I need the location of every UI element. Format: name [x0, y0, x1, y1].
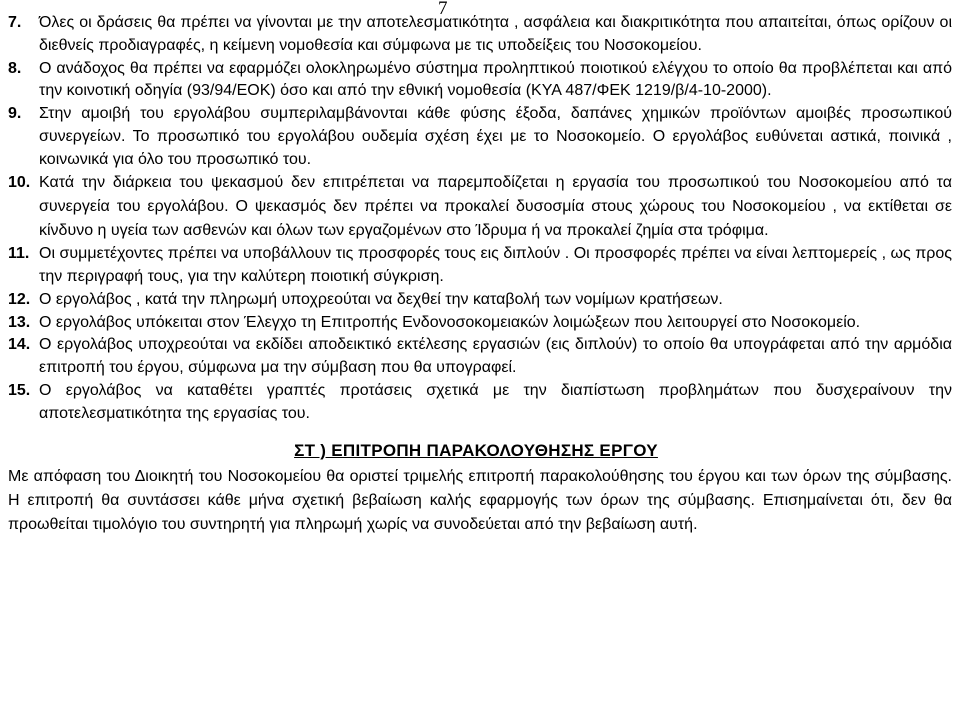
item-number: 13.	[8, 313, 31, 331]
item-number: 9.	[8, 105, 22, 122]
page-number: 7	[438, 0, 448, 19]
item-number: 12.	[8, 290, 31, 308]
item-text: Ο ανάδοχος θα πρέπει να εφαρμόζει ολοκληρωμένο σύστημα προληπτικού ποιοτικού ελέγχου το οποίο θα προβλέπεται και από την κοινοτική οδηγία (93/94/ΕΟΚ) όσο και από την εθνική νομοθεσία (ΚΥΑ 487/ΦΕΚ 1219/β/4-10-2000).	[39, 59, 952, 100]
closing-paragraph: Με απόφαση του Διοικητή του Νοσοκομείου θα οριστεί τριμελής επιτροπή παρακολούθησης του έργου και των όρων της σύμβασης. Η επιτροπή θα συντάσσει κάθε μήνα σχετική βεβαίωση καλής εφαρμογής των όρων της σύμβασης. Επισημαίνεται ότι, δεν θα προωθείται τιμολόγιο του συντηρητή για πληρωμή χωρίς να συνοδεύεται από την βεβαίωση αυτή.	[8, 468, 952, 534]
item-number: 8.	[8, 59, 22, 77]
list-item	[8, 12, 952, 58]
list-item	[8, 289, 952, 312]
list-item	[8, 243, 952, 289]
list-item	[8, 312, 952, 335]
list-item	[8, 380, 952, 426]
list-item	[8, 58, 952, 104]
item-text: Οι συμμετέχοντες πρέπει να υποβάλλουν τις προσφορές τους εις διπλούν . Οι προσφορές πρέπει να είναι λεπτομερείς , ως προς την περιγραφή τους, για την καλύτερη ποιοτική σύγκριση.	[39, 245, 952, 285]
item-text: Ο εργολάβος να καταθέτει γραπτές προτάσεις σχετικά με την διαπίστωση προβλημάτων που δυσχεραίνουν την αποτελεσματικότητα της εργασίας του.	[39, 381, 952, 422]
list-item	[8, 171, 952, 243]
list-item	[8, 334, 952, 380]
item-number: 14.	[8, 336, 31, 354]
item-number: 7.	[8, 14, 22, 31]
item-text: Κατά την διάρκεια του ψεκασμού δεν επιτρέπεται να παρεμποδίζεται η εργασία του προσωπικού του Νοσοκομείου από τα συνεργεία του εργολάβου. Ο ψεκασμός δεν πρέπει να προκαλεί δυσοσμία στους χώρους του Νοσοκομείου , να εκτίθεται σε κίνδυνο η υγεία των ασθενών και όλων των εργαζομένων στο Ίδρυμα ή να προκαλεί ζημία στα τρόφιμα.	[39, 174, 952, 240]
document-body	[0, 12, 952, 537]
item-text: Ο εργολάβος υπόκειται στον Έλεγχο τη Επιτροπής Ενδονοσοκομειακών λοιμώξεων που λειτουργεί στο Νοσοκομείο.	[39, 313, 861, 331]
section-heading: ΣΤ ) ΕΠΙΤΡΟΠΗ ΠΑΡΑΚΟΛΟΥΘΗΣΗΣ ΕΡΓΟΥ	[294, 441, 658, 461]
item-number: 11.	[8, 245, 30, 263]
list-item	[8, 103, 952, 171]
item-text: Στην αμοιβή του εργολάβου συμπεριλαμβάνονται κάθε φύσης έξοδα, δαπάνες χημικών προϊόντων αμοιβές προσωπικού συνεργείων. Το προσωπικό του εργολάβου ουδεμία σχέση έχει με το Νοσοκομείο. Ο εργολάβος ευθύνεται αστικά, ποινικά , κοινωνικά για όλο του προσωπικό του.	[39, 105, 952, 168]
item-text: Ο εργολάβος , κατά την πληρωμή υποχρεούται να δεχθεί την καταβολή των νομίμων κρατήσεων.	[39, 290, 723, 308]
item-text: Όλες οι δράσεις θα πρέπει να γίνονται με την αποτελεσματικότητα , ασφάλεια και διακριτικότητα που απαιτείται, όπως ορίζουν οι διεθνείς προδιαγραφές, η κείμενη νομοθεσία και σύμφωνα με τις υποδείξεις του Νοσοκομείου.	[39, 14, 952, 54]
item-text: Ο εργολάβος υποχρεούται να εκδίδει αποδεικτικό εκτέλεσης εργασιών (εις διπλούν) το οποίο θα υπογράφεται από την αρμόδια επιτροπή του έργου, σύμφωνα μα την σύμβαση που θα υπογραφεί.	[39, 336, 952, 376]
item-number: 15.	[8, 381, 31, 399]
item-number: 10.	[8, 174, 31, 192]
